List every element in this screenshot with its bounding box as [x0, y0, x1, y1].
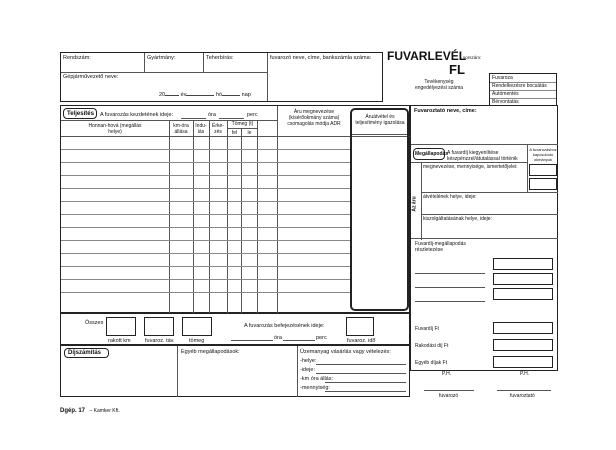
footer: Dgép. 17 – Kamker Kft. [60, 408, 120, 414]
fuvardij-box-1[interactable] [493, 258, 553, 270]
fuvaroztato-label: Fuvaroztató neve, címe: [414, 108, 477, 114]
uzemanyag-kmora: -km óra állás: [300, 376, 334, 382]
fuvaroz-ido-field[interactable] [346, 317, 374, 336]
osszes-label: Összes [85, 320, 104, 326]
rakodasi-label: Rakodási díj Ft [415, 343, 449, 349]
fuvaroztato-sig: fuvaroztató [510, 393, 535, 399]
fuvardij-box-3[interactable] [493, 288, 553, 300]
fuvaroz-ido-label: fuvaroz. idő [347, 338, 376, 344]
fuvardij-megall-label: Fuvardíj-megállapodás részletezése [415, 241, 466, 253]
fuvarozashoz-label: A fuvarozáshoz kapcsolódó okmányok [529, 147, 557, 162]
uzemanyag-mennyiseg: -mennyiség: [300, 385, 330, 391]
ph-1: P.H. [442, 371, 452, 377]
egyeb-label: Egyéb megállapodások: [181, 349, 240, 355]
atvetelenek-label: átvételének helye, ideje: [423, 194, 477, 200]
kezdet-perc: perc [247, 112, 258, 118]
kiszolgaltatasanak-label: kiszolgáltatásának helye, ideje: [423, 216, 492, 222]
rakodasi-field[interactable] [493, 339, 553, 351]
col-tomeg: Tömeg (t) [231, 121, 254, 127]
megallapodas-badge: Megállapodás [413, 148, 445, 160]
tomeg-label: tömeg [189, 338, 205, 344]
befejezes-label: A fuvarozás befejezésének ideje: [244, 323, 325, 329]
fuvardij-ft-field[interactable] [493, 322, 553, 334]
okmany-box-1[interactable] [529, 164, 557, 176]
egyeb-dijak-label: Egyéb díjak Ft [415, 360, 447, 366]
megallapodas-text: A fuvardíj kiegyenlítése készpénzzel/átutalással történik [447, 150, 518, 162]
col-kmora: km-óra állása [173, 123, 189, 135]
rakott-km-field[interactable] [106, 317, 136, 336]
dijszamitas-badge: Díjszámítás [64, 348, 109, 358]
kezdet-ora: óra [208, 112, 216, 118]
rakott-km-label: rakott km [108, 338, 131, 344]
fuvardij-box-2[interactable] [493, 273, 553, 285]
tomeg-field[interactable] [182, 317, 212, 336]
fuvarozo-neve-label: fuvarozó neve, címe, bankszámla száma: [270, 55, 372, 61]
col-indulas: Indu-lás [195, 123, 207, 135]
bottom-box [60, 345, 410, 397]
copy-type-item: Rendelkezésre bocsátás [492, 83, 547, 89]
copy-type-list [489, 73, 557, 106]
col-le: le [247, 130, 252, 136]
osszes-box [60, 313, 410, 345]
col-atvevo: Áruátvétel és teljesítmény igazolása [355, 114, 405, 126]
megnevezese-label: megnevezése, mennyisége, ismertetőjelei: [423, 164, 518, 170]
gepjarmuvezeto-label: Gépjárművezető neve: [63, 74, 119, 80]
page-title: FUVARLEVÉL [387, 49, 467, 63]
col-erkezes: Érke-zés [212, 123, 224, 135]
footer-brand: Kamker Kft. [93, 408, 120, 414]
form-code: FL [449, 62, 465, 77]
kezdet-label: A fuvarozás kezdetének ideje: [100, 112, 174, 118]
uzemanyag-label: Üzemanyag vásárlás vagy vételezés: [300, 349, 391, 355]
col-fel: fel [231, 130, 238, 136]
gyartmany-label: Gyártmány: [147, 55, 176, 61]
az-aru-label: Az áru [411, 196, 418, 212]
col-honnan: Honnan-hová (megállás helye) [88, 123, 142, 135]
uzemanyag-helye: -helye: [300, 358, 317, 364]
fuvarozo-sig: fuvarozó [439, 393, 459, 399]
uzemanyag-ideje: -ideje: [300, 367, 315, 373]
teljesites-table [60, 105, 410, 313]
sorszam-label: sorszám: [463, 55, 482, 60]
fuvaroz-tav-label: fuvaroz. táv. [145, 338, 175, 344]
ph-2: P.H. [520, 371, 530, 377]
befejezes-ora: óra [274, 335, 282, 341]
rendszam-label: Rendszám: [63, 55, 91, 61]
date-line: 20 év hó nap [159, 92, 251, 98]
fuvardij-ft-label: Fuvardíj Ft [415, 326, 439, 332]
header-box [60, 52, 383, 102]
table-rows [61, 136, 351, 312]
atvevo-column [350, 108, 409, 311]
col-aru: Áru megnevezése (kísérőokmány száma) csomagolás módja ADR [287, 109, 341, 127]
fuvaroz-tav-field[interactable] [144, 317, 174, 336]
tevekenyseg-label: Tevékenység engedélyezési száma [414, 79, 464, 91]
befejezes-perc: perc [316, 335, 327, 341]
teherbiras-label: Teherbírás: [206, 55, 234, 61]
copy-type-item: Fuvaroza [492, 75, 513, 81]
copy-type-item: Autómentés [492, 91, 519, 97]
teljesites-badge: Teljesítés [63, 108, 97, 119]
okmany-box-2[interactable] [529, 178, 557, 190]
copy-type-item: Bérvontatás [492, 99, 519, 105]
egyeb-dijak-field[interactable] [493, 356, 553, 368]
right-column [410, 105, 558, 371]
title-block [384, 50, 494, 90]
footer-code: Dgép. 17 [60, 408, 86, 414]
